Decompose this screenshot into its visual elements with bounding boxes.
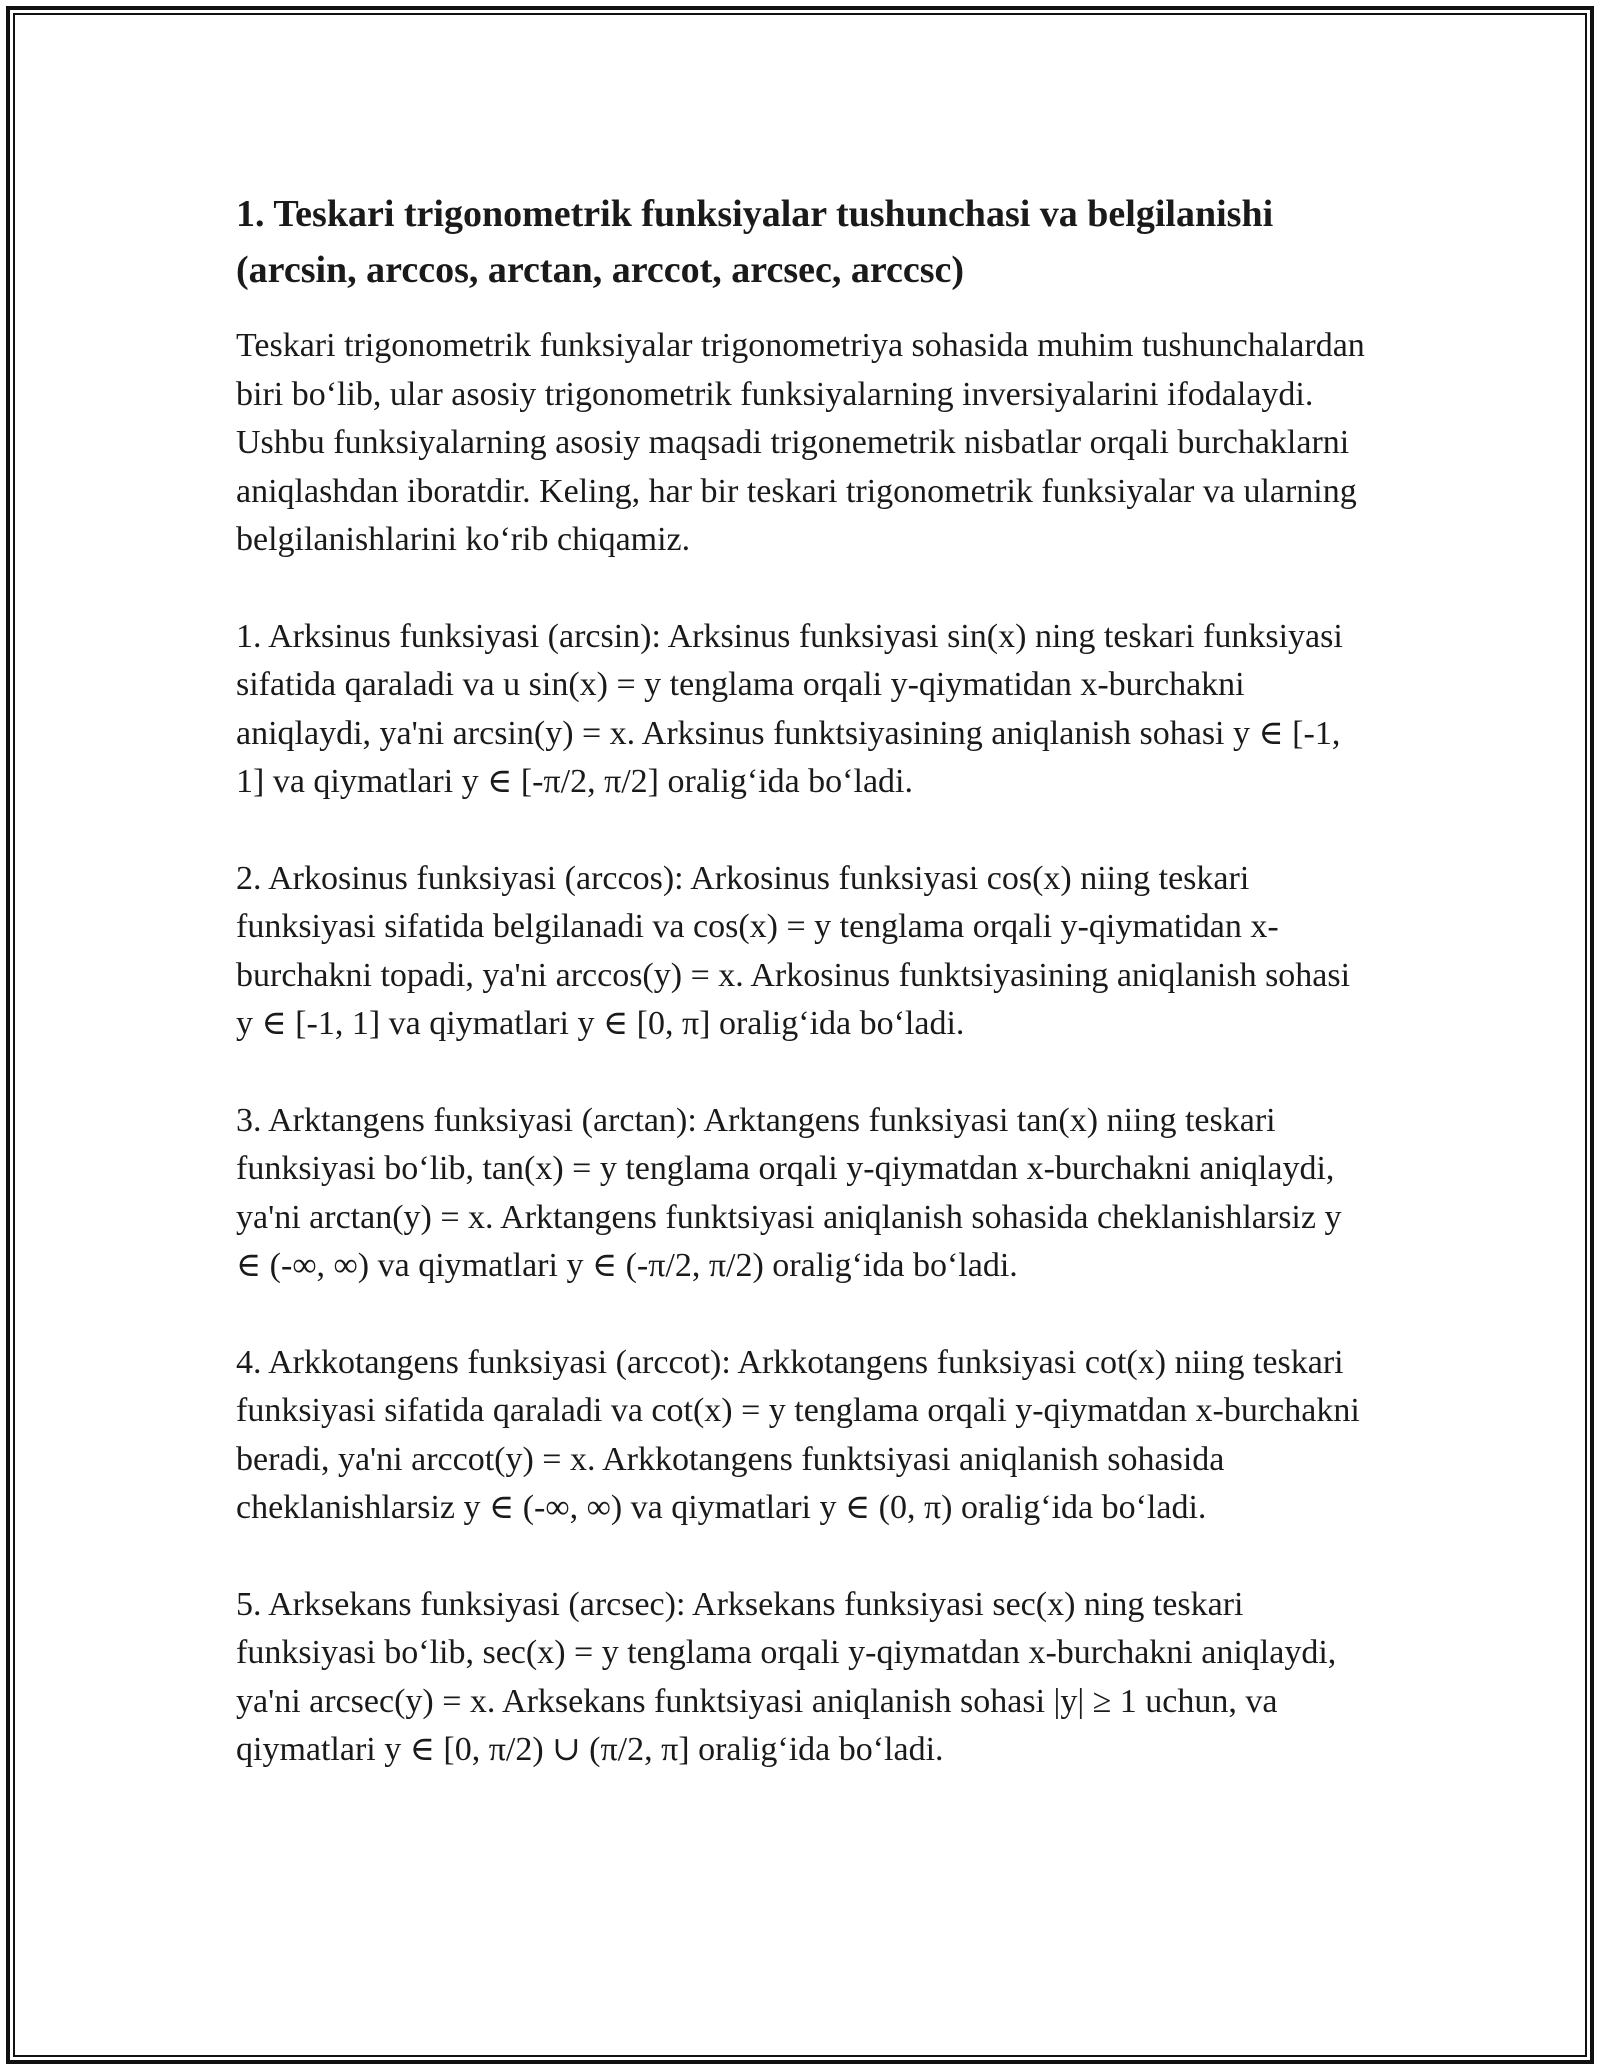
section-heading: 1. Teskari trigonometrik funksiyalar tushunchasi va belgilanishi (arcsin, arccos, arctan, arccot, arcsec, arccsc) [236, 193, 1274, 291]
arctan-paragraph: 3. Arktangens funksiyasi (arctan): Arktangens funksiyasi tan(x) niing teskari funksiyasi bo‘lib, tan(x) = y tenglama orqali y-qiymatdan x-burchakni aniqlaydi, ya'ni arctan(y) = x. Arktangens funktsiyasi aniqlanish sohasida cheklanishlarsiz y ∈ (-∞, ∞) va qiymatlari y ∈ (-π/2, π/2) oralig‘ida bo‘ladi. [236, 1101, 1342, 1284]
intro-paragraph: Teskari trigonometrik funksiyalar trigonometriya sohasida muhim tushunchalardan biri bo‘lib, ular asosiy trigonometrik funksiyalarning inversiyalarini ifodalaydi. Ushbu funksiyalarning asosiy maqsadi trigonemetrik nisbatlar orqali burchaklarni aniqlashdan iboratdir. Keling, har bir teskari trigonometrik funksiyalar va ularning belgilanishlarini ko‘rib chiqamiz. [236, 327, 1365, 558]
arccot-paragraph: 4. Arkkotangens funksiyasi (arccot): Arkkotangens funksiyasi cot(x) niing teskari funksiyasi sifatida qaraladi va cot(x) = y tenglama orqali y-qiymatdan x-burchakni beradi, ya'ni arccot(y) = x. Arkkotangens funktsiyasi aniqlanish sohasida cheklanishlarsiz y ∈ (-∞, ∞) va qiymatlari y ∈ (0, π) oralig‘ida bo‘ladi. [236, 1343, 1360, 1526]
arccos-paragraph: 2. Arkosinus funksiyasi (arccos): Arkosinus funksiyasi cos(x) niing teskari funksiyasi sifatida belgilanadi va cos(x) = y tenglama orqali y-qiymatidan x-burchakni topadi, ya'ni arccos(y) = x. Arkosinus funktsiyasining aniqlanish sohasi y ∈ [-1, 1] va qiymatlari y ∈ [0, π] oralig‘ida bo‘ladi. [236, 859, 1351, 1042]
arcsin-paragraph: 1. Arksinus funksiyasi (arcsin): Arksinus funksiyasi sin(x) ning teskari funksiyasi sifatida qaraladi va u sin(x) = y tenglama orqali y-qiymatidan x-burchakni aniqlaydi, ya'ni arcsin(y) = x. Arksinus funktsiyasining aniqlanish sohasi y ∈ [-1, 1] va qiymatlari y ∈ [-π/2, π/2] oralig‘ida bo‘ladi. [236, 617, 1343, 800]
arcsec-paragraph: 5. Arksekans funksiyasi (arcsec): Arksekans funksiyasi sec(x) ning teskari funksiyasi bo‘lib, sec(x) = y tenglama orqali y-qiymatdan x-burchakni aniqlaydi, ya'ni arcsec(y) = x. Arksekans funktsiyasi aniqlanish sohasi |y| ≥ 1 uchun, va qiymatlari y ∈ [0, π/2) ∪ (π/2, π] oralig‘ida bo‘ladi. [236, 1585, 1337, 1768]
document-body [236, 186, 1366, 1823]
